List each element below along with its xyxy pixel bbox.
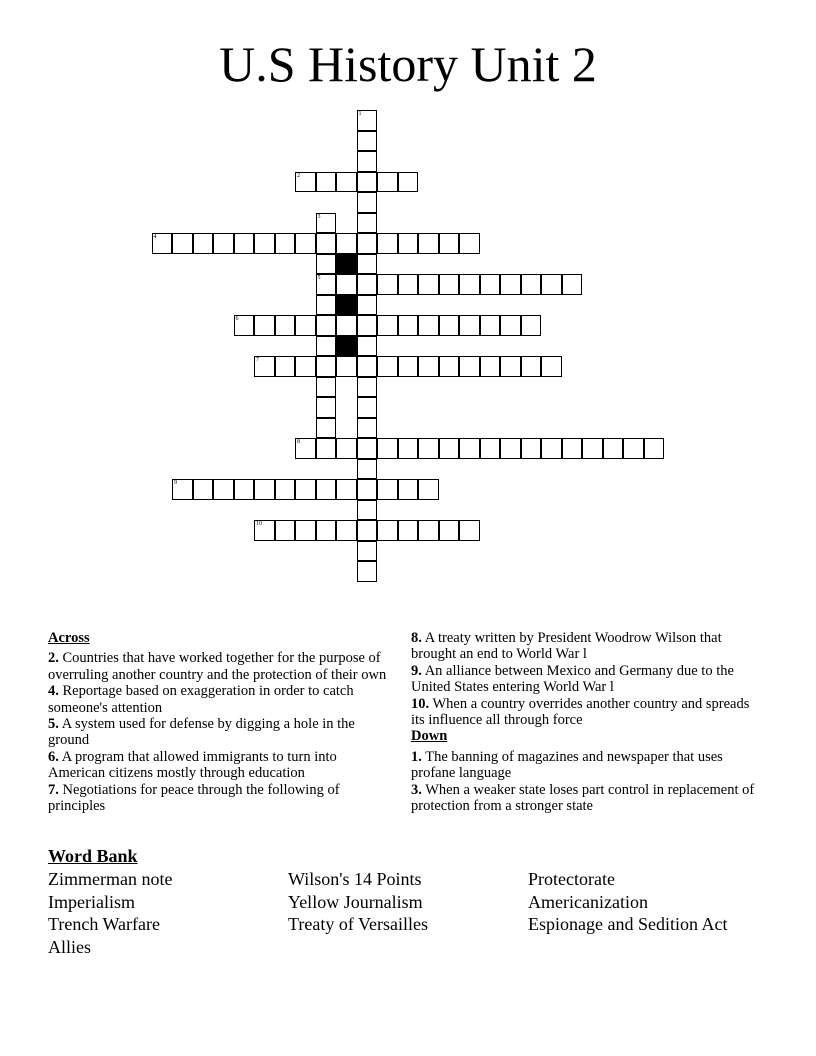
clue-number-label: 2 — [297, 172, 300, 179]
crossword-cell[interactable] — [213, 479, 234, 500]
crossword-cell[interactable] — [357, 110, 378, 131]
clue-text: A program that allowed immigrants to turn into American citizens mostly through education — [48, 748, 337, 782]
clue-down-3 — [411, 782, 756, 815]
crossword-cell[interactable] — [500, 438, 521, 459]
word-bank-item: Protectorate — [528, 869, 615, 889]
crossword-cell[interactable] — [377, 356, 398, 377]
crossword-cell[interactable] — [500, 356, 521, 377]
crossword-cell[interactable] — [541, 356, 562, 377]
crossword-cell[interactable] — [357, 356, 378, 377]
crossword-cell[interactable] — [357, 397, 378, 418]
crossword-cell[interactable] — [336, 315, 357, 336]
clue-across-10 — [411, 696, 756, 729]
crossword-cell[interactable] — [357, 233, 378, 254]
clue-number-label: 8 — [297, 439, 300, 445]
crossword-cell[interactable] — [357, 438, 378, 459]
crossword-cell[interactable] — [480, 438, 501, 459]
crossword-cell[interactable] — [562, 438, 583, 459]
crossword-cell[interactable] — [398, 233, 419, 254]
crossword-cell[interactable] — [480, 315, 501, 336]
word-bank-item: Zimmerman note — [48, 869, 173, 889]
crossword-cell[interactable] — [480, 356, 501, 377]
crossword-cell[interactable] — [275, 479, 296, 500]
crossword-cell[interactable] — [418, 520, 439, 541]
crossword-cell[interactable] — [459, 274, 480, 295]
crossword-cell[interactable] — [295, 438, 316, 459]
crossword-cell[interactable] — [316, 377, 337, 398]
crossword-cell[interactable] — [418, 356, 439, 377]
clue-text: An alliance between Mexico and Germany due to the United States entering World War l — [411, 662, 734, 696]
word-bank-item: Imperialism — [48, 891, 135, 912]
clue-across-8 — [411, 630, 756, 663]
clue-across-4 — [48, 683, 393, 716]
crossword-cell[interactable] — [521, 438, 542, 459]
crossword-cell[interactable] — [336, 438, 357, 459]
crossword-cell[interactable] — [357, 561, 378, 582]
crossword-cell[interactable] — [500, 274, 521, 295]
crossword-cell[interactable] — [295, 172, 316, 193]
crossword-cell[interactable] — [295, 520, 316, 541]
crossword-cell[interactable] — [459, 438, 480, 459]
crossword-cell[interactable] — [316, 356, 337, 377]
crossword-cell[interactable] — [357, 131, 378, 152]
crossword-cell[interactable] — [398, 356, 419, 377]
clue-number-label: 4 — [153, 234, 157, 240]
clue-number: 5. — [48, 716, 59, 733]
crossword-cell[interactable] — [357, 377, 378, 398]
word-bank-item: Yellow Journalism — [288, 891, 423, 912]
crossword-cell[interactable] — [562, 274, 583, 295]
crossword-cell[interactable] — [398, 315, 419, 336]
crossword-black-cell — [336, 295, 357, 316]
crossword-cell[interactable] — [336, 356, 357, 377]
crossword-cell[interactable] — [316, 418, 337, 439]
word-bank-item: Wilson's 14 Points — [288, 869, 422, 889]
crossword-cell[interactable] — [377, 172, 398, 193]
crossword-cell[interactable] — [357, 315, 378, 336]
crossword-cell[interactable] — [623, 438, 644, 459]
crossword-cell[interactable] — [357, 459, 378, 480]
page-title: U.S History Unit 2 — [219, 36, 597, 92]
clues-column-right — [411, 630, 756, 814]
clue-number: 6. — [48, 748, 59, 765]
crossword-cell[interactable] — [398, 274, 419, 295]
clue-text: Reportage based on exaggeration in order to catch someone's attention — [48, 683, 354, 716]
clue-number-label: 5 — [317, 275, 321, 281]
crossword-cell[interactable] — [603, 438, 624, 459]
crossword-cell[interactable] — [336, 479, 357, 500]
crossword-cell[interactable] — [336, 233, 357, 254]
clue-number: 3. — [411, 781, 422, 798]
crossword-black-cell — [336, 254, 357, 275]
crossword-cell[interactable] — [316, 315, 337, 336]
clue-text: The banning of magazines and newspaper that uses profane language — [411, 748, 723, 782]
crossword-cell[interactable] — [254, 356, 275, 377]
crossword-cell[interactable] — [295, 233, 316, 254]
clue-text: When a country overrides another country and spreads its influence all through force — [411, 695, 750, 729]
crossword-cell[interactable] — [377, 315, 398, 336]
clue-text: Countries that have worked together for the purpose of overruling another country and the protection of their own — [48, 650, 387, 683]
crossword-cell[interactable] — [418, 233, 439, 254]
clue-text: A system used for defense by digging a hole in the ground — [48, 716, 355, 749]
clue-number: 7. — [48, 781, 59, 798]
crossword-cell[interactable] — [459, 356, 480, 377]
clue-number-label: 7 — [256, 357, 259, 363]
clue-across-9 — [411, 663, 756, 696]
crossword-cell[interactable] — [336, 172, 357, 193]
crossword-cell[interactable] — [193, 233, 214, 254]
clue-number: 8. — [411, 630, 422, 646]
crossword-cell[interactable] — [439, 233, 460, 254]
crossword-cell[interactable] — [398, 172, 419, 193]
clue-across-6 — [48, 749, 393, 782]
crossword-cell[interactable] — [541, 438, 562, 459]
word-bank-item: Americanization — [528, 891, 648, 912]
crossword-cell[interactable] — [398, 438, 419, 459]
crossword-cell[interactable] — [439, 356, 460, 377]
clue-number: 10. — [411, 695, 430, 712]
crossword-cell[interactable] — [316, 479, 337, 500]
crossword-cell[interactable] — [254, 233, 275, 254]
crossword-cell[interactable] — [295, 356, 316, 377]
word-bank-item: Treaty of Versailles — [288, 914, 428, 934]
crossword-cell[interactable] — [316, 233, 337, 254]
crossword-cell[interactable] — [357, 274, 378, 295]
word-bank-title: Word Bank — [48, 846, 138, 866]
crossword-cell[interactable] — [377, 233, 398, 254]
crossword-cell[interactable] — [254, 315, 275, 336]
clue-number: 2. — [48, 650, 59, 667]
clue-number: 9. — [411, 662, 422, 679]
crossword-cell[interactable] — [439, 438, 460, 459]
word-bank — [48, 868, 768, 958]
clue-number-label: 9 — [174, 480, 177, 486]
clue-down-1 — [411, 749, 756, 782]
crossword-cell[interactable] — [459, 233, 480, 254]
clue-text: When a weaker state loses part control in replacement of protection from a stronger state — [411, 781, 755, 815]
crossword-cell[interactable] — [418, 479, 439, 500]
clue-across-7 — [48, 782, 393, 815]
crossword-cell[interactable] — [357, 500, 378, 521]
crossword-cell[interactable] — [357, 295, 378, 316]
crossword-cell[interactable] — [295, 315, 316, 336]
crossword-cell[interactable] — [254, 520, 275, 541]
crossword-black-cell — [336, 336, 357, 357]
crossword-cell[interactable] — [316, 274, 337, 295]
crossword-cell[interactable] — [521, 315, 542, 336]
crossword-cell[interactable] — [521, 356, 542, 377]
clue-number: 4. — [48, 683, 59, 700]
crossword-cell[interactable] — [336, 520, 357, 541]
crossword-cell[interactable] — [316, 213, 337, 234]
crossword-cell[interactable] — [152, 233, 173, 254]
crossword-cell[interactable] — [418, 315, 439, 336]
crossword-cell[interactable] — [357, 336, 378, 357]
crossword-cell[interactable] — [377, 520, 398, 541]
crossword-cell[interactable] — [316, 172, 337, 193]
crossword-cell[interactable] — [377, 479, 398, 500]
word-bank-item: Trench Warfare — [48, 914, 161, 934]
crossword-cell[interactable] — [357, 541, 378, 562]
crossword-cell[interactable] — [275, 233, 296, 254]
word-bank-item: Allies — [48, 936, 91, 957]
crossword-cell[interactable] — [357, 213, 378, 234]
clues-column-left — [48, 630, 393, 814]
clue-across-2 — [48, 650, 393, 683]
clue-number-label: 1 — [358, 111, 362, 117]
crossword-cell[interactable] — [459, 315, 480, 336]
crossword-cell[interactable] — [357, 151, 378, 172]
crossword-cell[interactable] — [357, 479, 378, 500]
crossword-cell[interactable] — [418, 438, 439, 459]
crossword-cell[interactable] — [234, 479, 255, 500]
crossword-cell[interactable] — [357, 172, 378, 193]
crossword-cell[interactable] — [213, 233, 234, 254]
clue-number-label: 6 — [235, 316, 239, 322]
clue-across-5 — [48, 716, 393, 749]
crossword-cell[interactable] — [254, 479, 275, 500]
crossword-cell[interactable] — [582, 438, 603, 459]
down-heading: Down — [411, 728, 448, 745]
crossword-cell[interactable] — [193, 479, 214, 500]
crossword-cell[interactable] — [316, 336, 337, 357]
crossword-cell[interactable] — [295, 479, 316, 500]
crossword-cell[interactable] — [377, 274, 398, 295]
crossword-cell[interactable] — [541, 274, 562, 295]
crossword-cell[interactable] — [172, 233, 193, 254]
crossword-cell[interactable] — [275, 356, 296, 377]
crossword-cell[interactable] — [275, 520, 296, 541]
clue-number-label: 10 — [256, 521, 262, 527]
crossword-cell[interactable] — [357, 192, 378, 213]
clue-text: Negotiations for peace through the following of principles — [48, 781, 340, 815]
crossword-cell[interactable] — [234, 315, 255, 336]
crossword-cell[interactable] — [316, 397, 337, 418]
crossword-cell[interactable] — [644, 438, 665, 459]
crossword-cell[interactable] — [398, 520, 419, 541]
crossword-cell[interactable] — [398, 479, 419, 500]
crossword-cell[interactable] — [418, 274, 439, 295]
crossword-cell[interactable] — [357, 254, 378, 275]
crossword-cell[interactable] — [275, 315, 296, 336]
word-bank-item: Espionage and Sedition Act — [528, 914, 728, 934]
clue-number-label: 3 — [317, 213, 321, 220]
crossword-cell[interactable] — [459, 520, 480, 541]
crossword-cell[interactable] — [316, 520, 337, 541]
crossword-cell[interactable] — [500, 315, 521, 336]
crossword-cell[interactable] — [521, 274, 542, 295]
crossword-cell[interactable] — [357, 418, 378, 439]
crossword-cell[interactable] — [439, 315, 460, 336]
crossword-cell[interactable] — [480, 274, 501, 295]
crossword-cell[interactable] — [172, 479, 193, 500]
crossword-cell[interactable] — [316, 295, 337, 316]
crossword-cell[interactable] — [377, 438, 398, 459]
crossword-cell[interactable] — [234, 233, 255, 254]
crossword-cell[interactable] — [439, 274, 460, 295]
crossword-cell[interactable] — [357, 520, 378, 541]
crossword-cell[interactable] — [336, 274, 357, 295]
crossword-cell[interactable] — [316, 438, 337, 459]
crossword-cell[interactable] — [439, 520, 460, 541]
clue-text: A treaty written by President Woodrow Wilson that brought an end to World War l — [411, 630, 722, 663]
crossword-cell[interactable] — [316, 254, 337, 275]
across-heading: Across — [48, 630, 90, 646]
clue-number: 1. — [411, 748, 422, 765]
